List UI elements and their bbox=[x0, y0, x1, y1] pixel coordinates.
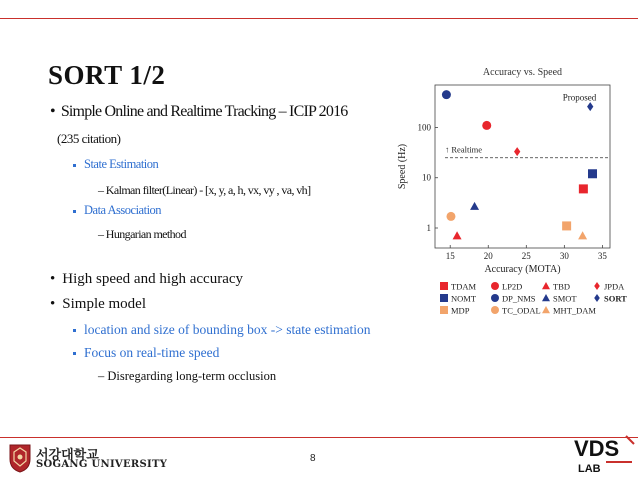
sub-bullet-label: State Estimation bbox=[84, 157, 159, 171]
data-point-tc-odal bbox=[446, 212, 455, 221]
data-point-lp2d bbox=[482, 121, 491, 130]
top-divider bbox=[0, 18, 638, 19]
data-point-smot bbox=[470, 202, 479, 210]
bullet-dot: • bbox=[50, 271, 56, 287]
legend-marker-mdp bbox=[440, 306, 448, 314]
data-point-mdp bbox=[562, 221, 571, 230]
lab-logo-text: LAB bbox=[578, 463, 601, 475]
y-tick-label: 100 bbox=[417, 122, 431, 133]
legend-label-mht-dam: MHT_DAM bbox=[553, 305, 596, 316]
data-point-dp-nms bbox=[442, 90, 451, 99]
university-korean-name: 서강대학교 bbox=[36, 448, 99, 463]
y-tick-label: 1 bbox=[426, 222, 431, 233]
data-point-mht-dam bbox=[578, 231, 587, 239]
legend-label-tbd: TBD bbox=[553, 281, 570, 292]
legend-label-tc-odal: TC_ODAL bbox=[502, 305, 541, 316]
sub-bullet-realtime bbox=[73, 345, 219, 361]
realtime-label: ↑ Realtime bbox=[445, 144, 483, 155]
plot-frame bbox=[435, 85, 610, 248]
legend-label-mdp: MDP bbox=[451, 305, 470, 316]
square-bullet-icon bbox=[73, 210, 76, 213]
bullet-text: Simple Online and Realtime Tracking – ICIP 2016 bbox=[60, 103, 348, 120]
slide-title: SORT 1/2 bbox=[48, 60, 166, 90]
legend-marker-jpda bbox=[594, 282, 600, 290]
sub-bullet-state-estimation bbox=[73, 157, 158, 172]
data-point-tbd bbox=[453, 231, 462, 239]
legend-marker-tc-odal bbox=[491, 306, 499, 314]
legend-label-tdam: TDAM bbox=[451, 281, 477, 292]
legend-label-jpda: JPDA bbox=[604, 281, 625, 292]
bullet-text: Simple model bbox=[62, 296, 147, 312]
legend-label-sort: SORT bbox=[604, 293, 627, 304]
legend-label-dp-nms: DP_NMS bbox=[502, 293, 536, 304]
bullet-simple-model bbox=[50, 296, 146, 313]
data-point-jpda bbox=[514, 147, 520, 156]
x-tick-label: 30 bbox=[559, 251, 569, 261]
legend-marker-tbd bbox=[542, 282, 550, 289]
legend-marker-nomt bbox=[440, 294, 448, 302]
sub-bullet-data-association bbox=[73, 203, 161, 218]
legend-marker-lp2d bbox=[491, 282, 499, 290]
vds-logo-text: VDS bbox=[574, 436, 620, 461]
bullet-text: High speed and high accuracy bbox=[62, 271, 244, 287]
occlusion-detail: – Disregarding long-term occlusion bbox=[98, 369, 277, 383]
hungarian-detail: – Hungarian method bbox=[98, 227, 186, 241]
x-tick-label: 35 bbox=[597, 251, 607, 261]
data-point-tdam bbox=[579, 184, 588, 193]
kalman-filter-detail: – Kalman filter(Linear) - [x, y, a, h, vx, vy , va, vh] bbox=[98, 183, 311, 197]
citation-count: (235 citation) bbox=[57, 131, 121, 146]
bottom-divider bbox=[0, 437, 638, 438]
accuracy-speed-chart bbox=[378, 58, 628, 323]
legend-marker-smot bbox=[542, 294, 550, 301]
legend-marker-dp-nms bbox=[491, 294, 499, 302]
page-number: 8 bbox=[310, 453, 316, 464]
legend-marker-mht-dam bbox=[542, 306, 550, 313]
vds-lab-logo bbox=[572, 432, 636, 476]
square-bullet-icon bbox=[73, 164, 76, 167]
bullet-dot: • bbox=[50, 296, 56, 312]
university-english-name: SOGANG UNIVERSITY bbox=[36, 459, 168, 470]
sogang-shield-logo bbox=[8, 443, 32, 473]
legend-marker-tdam bbox=[440, 282, 448, 290]
data-point-sort bbox=[587, 102, 593, 111]
x-axis-label: Accuracy (MOTA) bbox=[484, 264, 561, 275]
proposed-label: Proposed bbox=[562, 92, 597, 103]
y-tick-label: 10 bbox=[422, 172, 431, 183]
x-tick-label: 20 bbox=[483, 251, 493, 261]
x-tick-label: 15 bbox=[445, 251, 455, 261]
sub-bullet-label: location and size of bounding box -> state estimation bbox=[84, 322, 371, 337]
chart-title: Accuracy vs. Speed bbox=[482, 67, 563, 78]
sub-bullet-label: Focus on real-time speed bbox=[84, 345, 220, 360]
square-bullet-icon bbox=[73, 352, 76, 355]
x-tick-label: 25 bbox=[521, 251, 531, 261]
legend-label-lp2d: LP2D bbox=[502, 281, 523, 292]
bullet-sort-paper bbox=[50, 103, 348, 121]
sub-bullet-bbox bbox=[73, 322, 371, 338]
data-point-nomt bbox=[588, 169, 597, 178]
bullet-high-speed bbox=[50, 271, 243, 288]
bullet-dot: • bbox=[50, 103, 55, 120]
square-bullet-icon bbox=[73, 329, 76, 332]
legend-label-nomt: NOMT bbox=[451, 293, 477, 304]
legend-label-smot: SMOT bbox=[553, 293, 577, 304]
y-axis-label: Speed (Hz) bbox=[397, 143, 408, 190]
sub-bullet-label: Data Association bbox=[84, 203, 162, 217]
legend-marker-sort bbox=[594, 294, 600, 302]
